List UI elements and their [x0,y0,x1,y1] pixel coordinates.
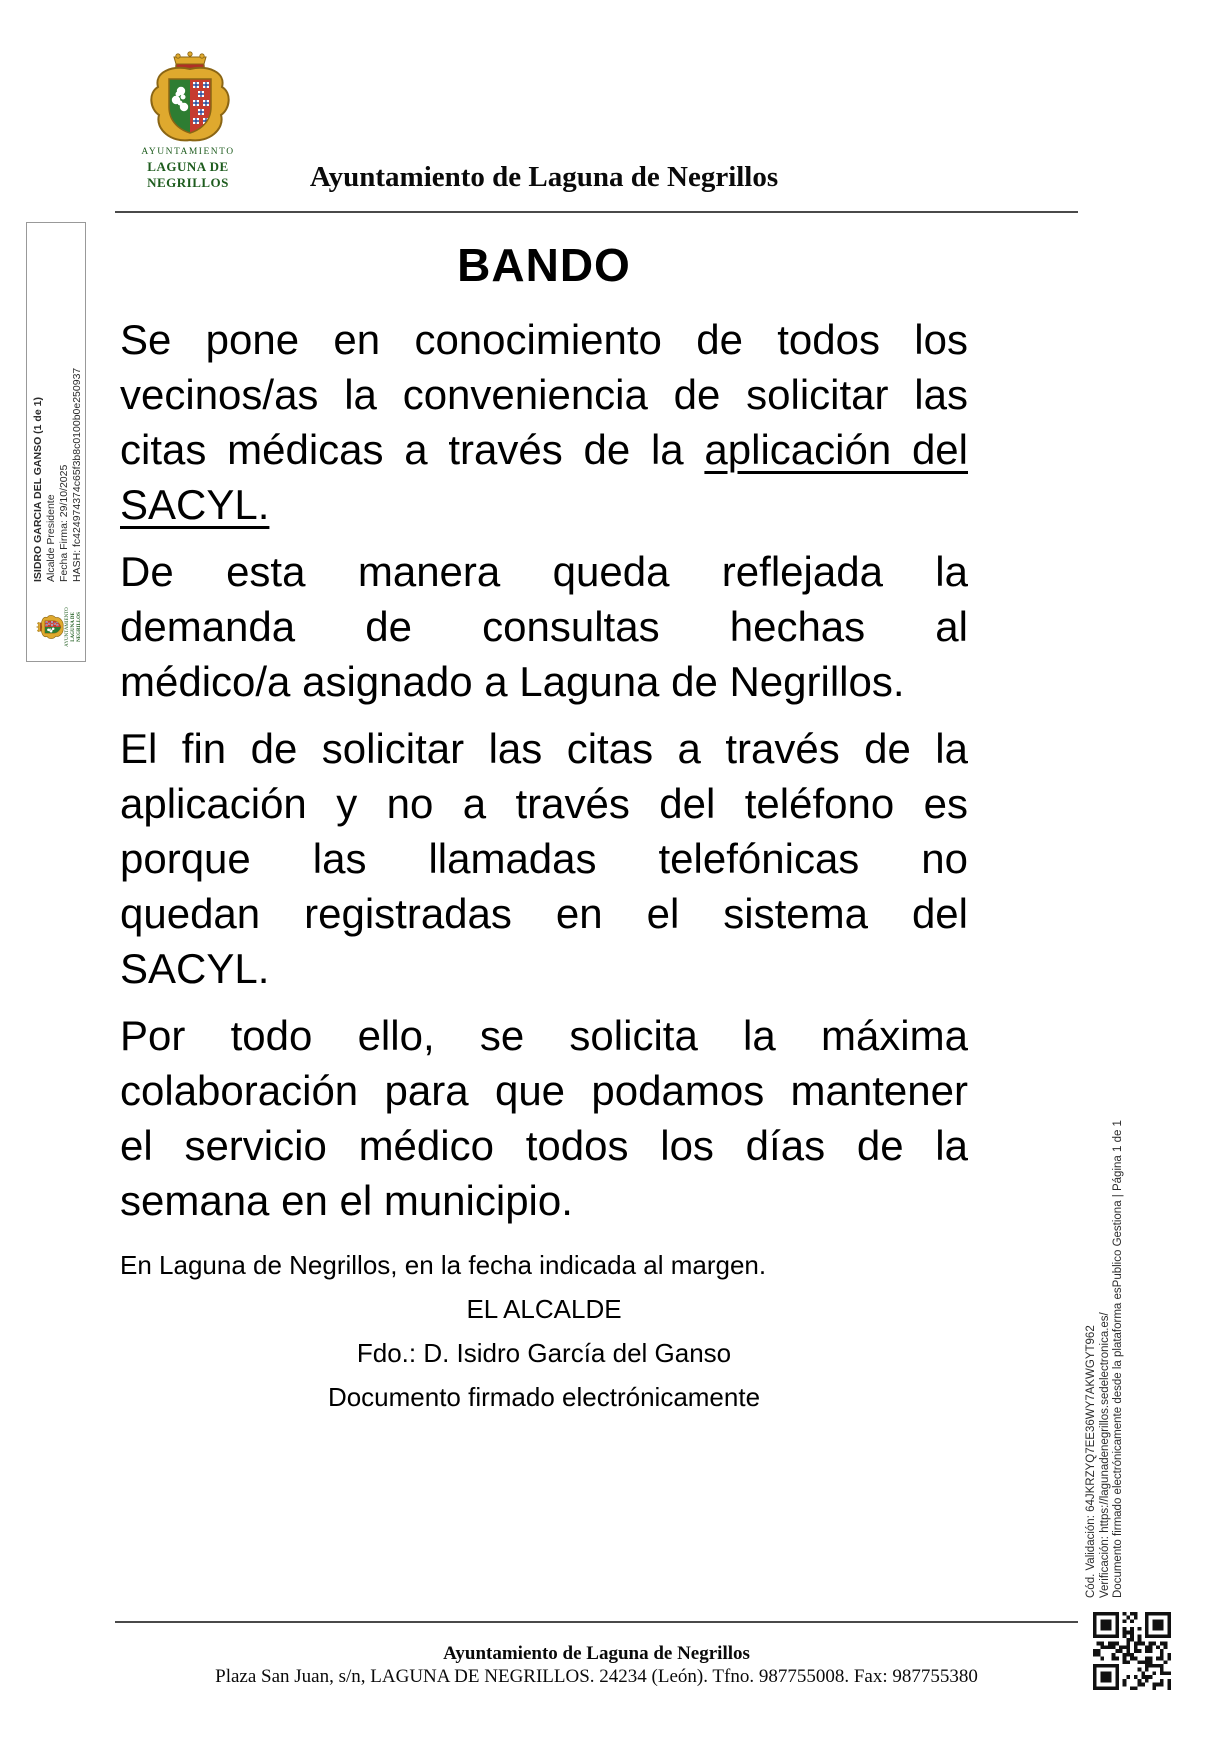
footer-divider [115,1621,1078,1623]
text: el servicio médico todos los días de la [120,1122,968,1169]
underlined-text: aplicación del [704,426,968,473]
document-body [120,238,968,1414]
text: médico/a asignado a Laguna de Negrillos. [120,658,905,705]
text: vecinos/as la conveniencia de solicitar las [120,371,968,418]
body-line [120,941,968,996]
footer-org-name: Ayuntamiento de Laguna de Negrillos [443,1643,750,1664]
text: De esta manera queda reflejada la [120,548,968,595]
paragraph [120,721,968,996]
mini-logo-caption-line1: AYUNTAMIENTO [65,607,70,647]
closing-role-line: EL ALCALDE [466,1294,622,1324]
paragraph [120,1008,968,1228]
platform-note: Documento firmado electrónicamente desde la plataforma esPublico Gestiona | Página 1 de 1 [1112,1120,1124,1598]
underlined-text: SACYL. [120,481,270,528]
signature-date: Fecha Firma: 29/10/2025 [58,464,70,582]
validation-margin-text [1085,953,1126,1598]
paragraph [120,544,968,709]
mini-coat-of-arms-icon [36,612,65,642]
text: citas médicas a través de la [120,426,705,473]
qr-code [1093,1612,1171,1690]
verification-url: Verificación: https://lagunadenegrillos.sedelectronica.es/ [1098,1312,1111,1598]
paragraph [120,312,968,532]
logo-caption-line2: LAGUNA DE NEGRILLOS [147,159,229,190]
header-title: Ayuntamiento de Laguna de Negrillos [309,161,779,193]
town-coat-of-arms-logo [140,50,240,146]
closing-place-line: En Laguna de Negrillos, en la fecha indicada al margen. [120,1250,767,1280]
signer-role: Alcalde Presidente [45,494,57,582]
mini-logo-caption-line2: LAGUNA DE NEGRILLOS [71,612,82,642]
footer [115,1642,1078,1688]
body-line [120,776,968,831]
closing-signature-line: Fdo.: D. Isidro García del Ganso [356,1338,732,1368]
signature-margin-text [32,237,84,582]
text: demanda de consultas hechas al [120,603,968,650]
text: El fin de solicitar las citas a través de la [120,725,968,772]
footer-address: Plaza San Juan, s/n, LAGUNA DE NEGRILLOS. 24234 (León). Tfno. 987755008. Fax: 987755380 [215,1666,978,1687]
body-line [120,721,968,776]
text: SACYL. [120,945,270,992]
validation-code: Cód. Validación: 64JKRZYQ7EE36WY7AKWGYT962 [1085,1325,1097,1598]
text: colaboración para que podamos mantener [120,1067,968,1114]
body-line [120,1008,968,1063]
body-line [120,1118,968,1173]
text: semana en el municipio. [120,1177,573,1224]
body-line [120,654,968,709]
text: Por todo ello, se solicita la máxima [120,1012,968,1059]
mini-coat-of-arms [36,598,82,656]
body-line [120,886,968,941]
body-line [120,1173,968,1228]
closing-note-line: Documento firmado electrónicamente [327,1382,761,1412]
body-line [120,477,968,532]
document-title: BANDO [457,239,631,291]
text: porque las llamadas telefónicas no [120,835,968,882]
logo-caption-line1: AYUNTAMIENTO [141,147,235,157]
text: quedan registradas en el sistema del [120,890,968,937]
header-divider [115,211,1078,213]
body-line [120,599,968,654]
signer-name: ISIDRO GARCIA DEL GANSO (1 de 1) [32,397,44,582]
body-line [120,831,968,886]
text: Se pone en conocimiento de todos los [120,316,968,363]
signature-hash: HASH: fc424974374c65f3b8c0100b0e250937 [71,367,83,582]
body-line [120,422,968,477]
body-line [120,367,968,422]
body-paragraphs [120,312,968,1228]
text: aplicación y no a través del teléfono es [120,780,968,827]
body-line [120,312,968,367]
body-line [120,544,968,599]
body-line [120,1063,968,1118]
